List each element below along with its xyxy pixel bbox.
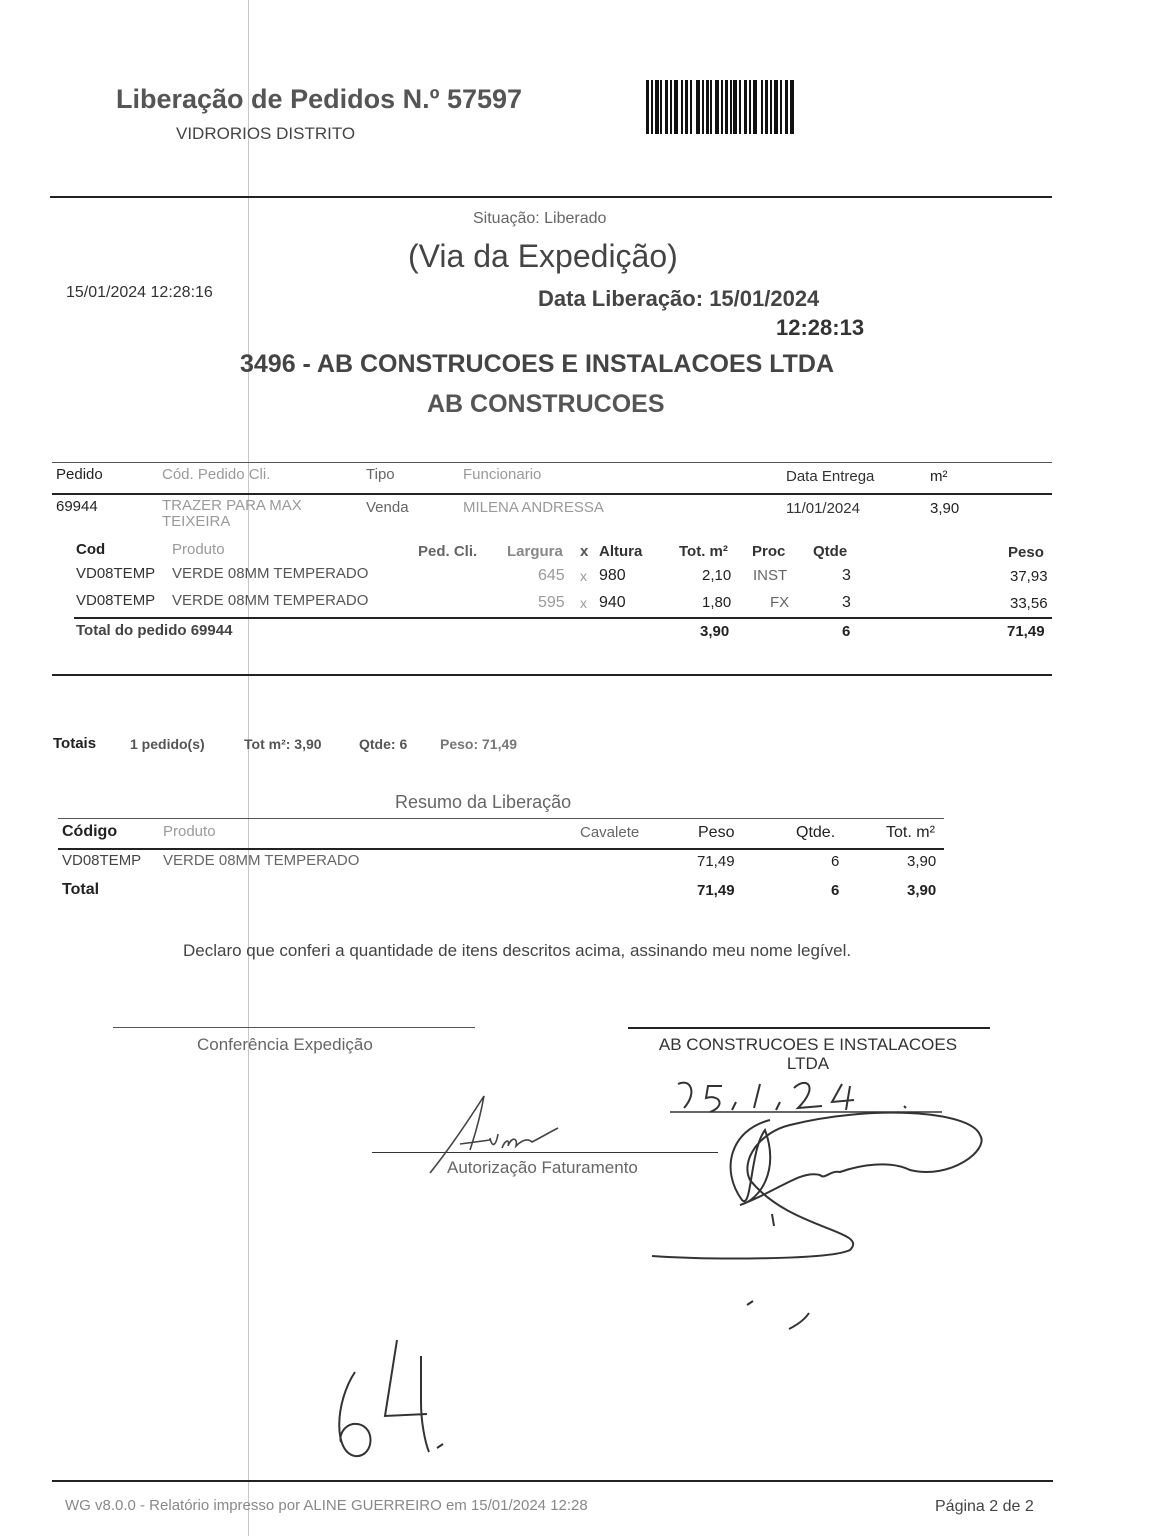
order-employee: MILENA ANDRESSA xyxy=(463,499,604,516)
order-total-peso: 71,49 xyxy=(1007,623,1045,640)
item-col-x: x xyxy=(580,543,589,560)
status-text: Situação: Liberado xyxy=(473,210,607,227)
footer-printed-by: WG v8.0.0 - Relatório impresso por ALINE GUERREIRO em 15/01/2024 12:28 xyxy=(65,1497,588,1514)
release-date: 15/01/2024 xyxy=(709,286,820,311)
item-row-1-altura: 980 xyxy=(599,567,626,584)
summary-total-qtde: 6 xyxy=(831,882,840,899)
client-short-name: AB CONSTRUCOES xyxy=(427,390,665,418)
item-row-2-largura: 595 xyxy=(538,594,565,611)
footer-rule xyxy=(52,1480,1053,1482)
pen-marks xyxy=(745,1295,815,1335)
printed-datetime: 15/01/2024 12:28:16 xyxy=(66,284,213,301)
item-col-peso: Peso xyxy=(1008,544,1044,561)
signature-right-label xyxy=(643,1035,973,1073)
authorization-signature xyxy=(420,1088,580,1178)
item-row-2-altura: 940 xyxy=(599,594,626,611)
release-date-row xyxy=(538,286,819,312)
item-row-2-tot-m2: 1,80 xyxy=(702,594,732,611)
order-total-m2: 3,90 xyxy=(700,623,730,640)
signature-right-label-line-2: LTDA xyxy=(786,1054,830,1073)
item-row-1-qtde: 3 xyxy=(842,567,851,584)
col-pedido: Pedido xyxy=(56,466,103,483)
item-row-1-largura: 645 xyxy=(538,567,565,584)
col-data-entrega: Data Entrega xyxy=(786,468,875,485)
item-row-1-produto: VERDE 08MM TEMPERADO xyxy=(172,565,369,582)
item-row-2-proc: FX xyxy=(770,594,790,611)
company-name: VIDRORIOS DISTRITO xyxy=(176,124,356,143)
summary-row-qtde: 6 xyxy=(831,853,840,870)
item-row-2-cod: VD08TEMP xyxy=(76,592,156,609)
summary-row-tot-m2: 3,90 xyxy=(907,853,937,870)
item-row-1-x: x xyxy=(580,568,587,584)
item-row-2-x: x xyxy=(580,595,587,611)
authorization-label: Autorização Faturamento xyxy=(447,1158,638,1177)
col-funcionario: Funcionario xyxy=(463,466,542,483)
handwritten-note xyxy=(325,1332,465,1472)
totals-qtde: Qtde: 6 xyxy=(359,736,408,752)
summary-col-tot-m2: Tot. m² xyxy=(886,824,935,841)
order-table-bottom-rule xyxy=(52,674,1052,676)
summary-total-label: Total xyxy=(62,881,100,898)
order-client-code xyxy=(162,498,302,530)
client-full-name: 3496 - AB CONSTRUCOES E INSTALACOES LTDA xyxy=(240,350,835,378)
declaration-text: Declaro que conferi a quantidade de itens descritos acima, assinando meu nome legível. xyxy=(183,941,852,960)
order-total-rule xyxy=(74,617,1052,619)
summary-col-codigo: Código xyxy=(62,823,118,840)
summary-total-peso: 71,49 xyxy=(697,882,735,899)
release-time: 12:28:13 xyxy=(776,315,865,340)
signature-line-right xyxy=(628,1027,990,1029)
order-m2: 3,90 xyxy=(930,500,960,517)
item-row-1-proc: INST xyxy=(753,567,788,584)
item-col-largura: Largura xyxy=(507,543,563,560)
order-table-top-rule xyxy=(52,462,1052,463)
summary-col-peso: Peso xyxy=(698,824,735,841)
item-row-2-qtde: 3 xyxy=(842,594,851,611)
signature-line-left xyxy=(113,1027,475,1028)
order-table-header-rule xyxy=(52,493,1052,495)
order-client-code-line-2: TEIXEIRA xyxy=(162,513,231,530)
item-col-ped-cli: Ped. Cli. xyxy=(418,543,478,560)
item-row-1-cod: VD08TEMP xyxy=(76,565,156,582)
summary-top-rule xyxy=(58,818,944,819)
summary-row-codigo: VD08TEMP xyxy=(62,852,142,869)
order-client-code-line-1: TRAZER PARA MAX xyxy=(162,497,302,514)
col-m2: m² xyxy=(930,468,948,485)
summary-col-qtde: Qtde. xyxy=(796,824,836,841)
item-col-cod: Cod xyxy=(76,541,106,558)
summary-row-produto: VERDE 08MM TEMPERADO xyxy=(163,852,360,869)
signature-left-label: Conferência Expedição xyxy=(197,1035,373,1054)
summary-row-peso: 71,49 xyxy=(697,853,735,870)
item-col-qtde: Qtde xyxy=(813,543,848,560)
item-col-produto: Produto xyxy=(172,541,225,558)
document-title: Liberação de Pedidos N.º 57597 xyxy=(116,84,523,114)
footer-page-number: Página 2 de 2 xyxy=(935,1498,1034,1515)
col-cod-pedido-cli: Cód. Pedido Cli. xyxy=(162,466,271,483)
totals-peso: Peso: 71,49 xyxy=(440,736,518,752)
order-total-qtde: 6 xyxy=(842,623,851,640)
totals-orders: 1 pedido(s) xyxy=(130,736,205,752)
item-row-2-produto: VERDE 08MM TEMPERADO xyxy=(172,592,369,609)
item-col-proc: Proc xyxy=(752,543,786,560)
col-tipo: Tipo xyxy=(366,466,395,483)
item-col-altura: Altura xyxy=(599,543,643,560)
totals-m2: Tot m²: 3,90 xyxy=(244,736,322,752)
item-row-2-peso: 33,56 xyxy=(1010,595,1048,612)
summary-title: Resumo da Liberação xyxy=(395,792,572,812)
via-title: (Via da Expedição) xyxy=(408,238,678,274)
header-divider xyxy=(50,196,1052,198)
item-col-tot-m2: Tot. m² xyxy=(679,543,728,560)
item-row-1-peso: 37,93 xyxy=(1010,568,1048,585)
order-total-label: Total do pedido 69944 xyxy=(76,622,233,639)
order-type: Venda xyxy=(366,499,409,516)
barcode xyxy=(646,80,822,134)
totals-label: Totais xyxy=(53,735,97,752)
summary-total-tot-m2: 3,90 xyxy=(907,882,937,899)
item-row-1-tot-m2: 2,10 xyxy=(702,567,732,584)
summary-col-produto: Produto xyxy=(163,823,216,840)
release-label: Data Liberação: xyxy=(538,286,704,311)
summary-header-rule xyxy=(58,848,944,850)
signature-right-label-line-1: AB CONSTRUCOES E INSTALACOES xyxy=(658,1035,958,1054)
order-number: 69944 xyxy=(56,498,98,515)
paper-fold-line xyxy=(248,0,249,1536)
summary-col-cavalete: Cavalete xyxy=(580,824,640,841)
order-delivery-date: 11/01/2024 xyxy=(786,500,860,517)
client-signature xyxy=(650,1110,995,1265)
